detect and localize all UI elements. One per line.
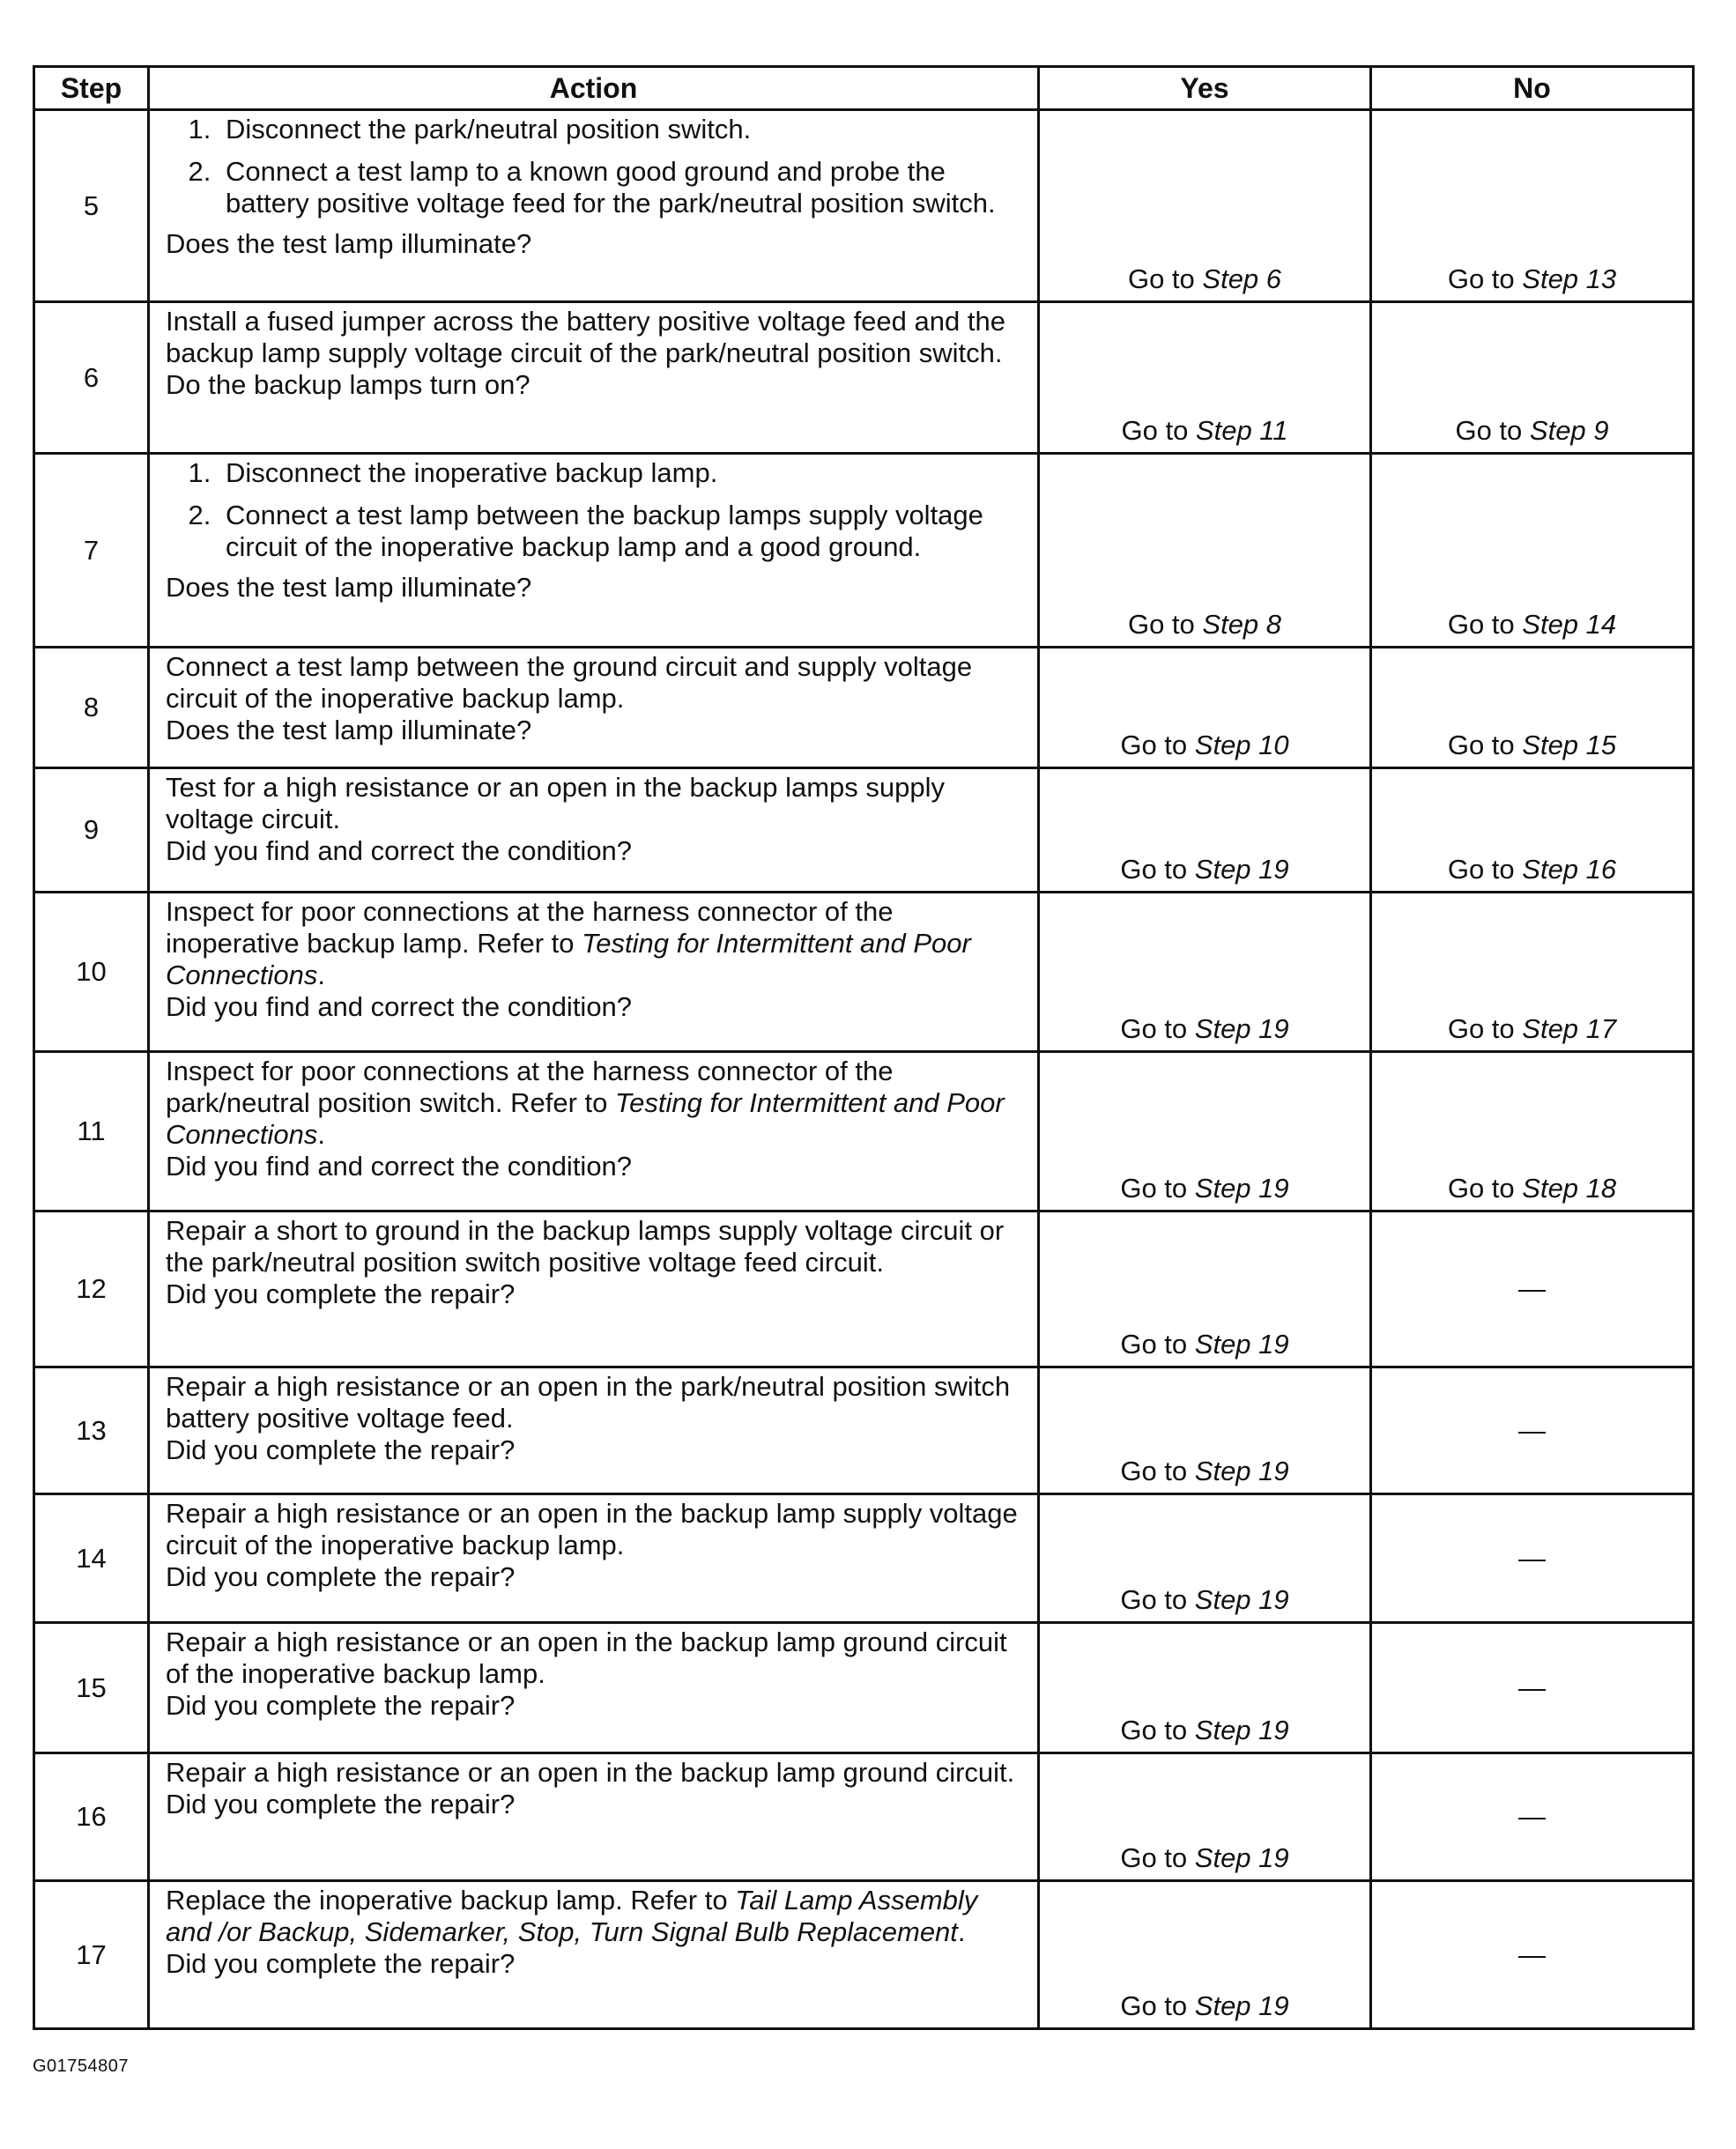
action-cell: [149, 454, 1039, 648]
yes-prefix: Go to: [1120, 1842, 1195, 1873]
diagnostic-table-container: [33, 65, 1692, 2030]
table-row: [34, 1881, 1694, 2029]
step-number: 15: [34, 1623, 149, 1753]
action-question: Did you complete the repair?: [166, 1434, 516, 1465]
no-prefix: Go to: [1447, 1013, 1523, 1044]
list-item: 2. Connect a test lamp to a known good ground and probe the battery positive voltage feed for the park/neutral position switch.: [219, 156, 1023, 219]
header-row: [34, 67, 1694, 110]
action-cell: [149, 1494, 1039, 1623]
action-text: [166, 1056, 1023, 1151]
table-row: [34, 1212, 1694, 1367]
step-number: 5: [34, 110, 149, 302]
action-list: [166, 114, 1023, 228]
no-prefix: Go to: [1447, 854, 1523, 885]
header-no: No: [1371, 67, 1694, 110]
yes-prefix: Go to: [1120, 1990, 1195, 2021]
yes-prefix: Go to: [1120, 1013, 1195, 1044]
yes-prefix: Go to: [1127, 609, 1203, 640]
action-cell: [149, 110, 1039, 302]
no-step-link[interactable]: Step 16: [1522, 854, 1617, 885]
action-cell: [149, 648, 1039, 768]
action-question: Does the test lamp illuminate?: [166, 715, 532, 745]
table-row: [34, 893, 1694, 1052]
action-cell: [149, 893, 1039, 1052]
action-question: Did you complete the repair?: [166, 1278, 516, 1309]
action-question: Did you find and correct the condition?: [166, 1151, 633, 1182]
no-step-link[interactable]: Step 18: [1522, 1173, 1617, 1204]
action-text-tail: .: [957, 1916, 966, 1947]
list-item: 1. Disconnect the park/neutral position switch.: [219, 114, 1023, 145]
yes-step-link[interactable]: Step 6: [1202, 263, 1282, 294]
step-number: 16: [34, 1753, 149, 1881]
no-cell-empty: —: [1371, 1753, 1694, 1881]
yes-step-link[interactable]: Step 19: [1194, 1173, 1289, 1204]
figure-code: G01754807: [33, 2056, 130, 2076]
step-number: 13: [34, 1367, 149, 1494]
diagnostic-table: [33, 65, 1695, 2030]
no-step-link[interactable]: Step 13: [1522, 263, 1617, 294]
yes-cell: [1039, 1881, 1371, 2029]
no-cell-empty: —: [1371, 1623, 1694, 1753]
action-text-tail: .: [317, 960, 325, 990]
no-cell: [1371, 1052, 1694, 1212]
table-row: [34, 1052, 1694, 1212]
yes-cell: [1039, 1052, 1371, 1212]
action-text: Connect a test lamp between the ground circuit and supply voltage circuit of the inoperative backup lamp.: [166, 651, 973, 714]
action-cell: [149, 1212, 1039, 1367]
no-cell: [1371, 893, 1694, 1052]
action-text: Repair a high resistance or an open in the backup lamp ground circuit of the inoperative backup lamp.: [166, 1627, 1007, 1689]
action-text: [166, 896, 1023, 991]
yes-prefix: Go to: [1120, 730, 1195, 760]
reference-link[interactable]: Testing for Intermittent and Poor Connections: [166, 1087, 1005, 1150]
table-row: [34, 1494, 1694, 1623]
action-text: Repair a short to ground in the backup lamps supply voltage circuit or the park/neutral position switch positive voltage feed circuit.: [166, 1215, 1005, 1278]
yes-prefix: Go to: [1120, 1173, 1195, 1204]
reference-link[interactable]: Testing for Intermittent and Poor Connections: [166, 928, 971, 990]
step-number: 14: [34, 1494, 149, 1623]
step-number: 9: [34, 768, 149, 893]
no-prefix: Go to: [1455, 415, 1530, 446]
step-number: 10: [34, 893, 149, 1052]
list-item: 2. Connect a test lamp between the backup lamps supply voltage circuit of the inoperative backup lamp and a good ground.: [219, 500, 1023, 563]
action-text: Test for a high resistance or an open in the backup lamps supply voltage circuit.: [166, 772, 946, 834]
yes-step-link[interactable]: Step 11: [1195, 415, 1288, 446]
action-question: Did you complete the repair?: [166, 1789, 516, 1819]
header-action: Action: [149, 67, 1039, 110]
yes-prefix: Go to: [1127, 263, 1203, 294]
table-row: [34, 110, 1694, 302]
action-text-main: Replace the inoperative backup lamp. Refer to: [166, 1885, 736, 1916]
reference-link[interactable]: Tail Lamp Assembly and /or Backup, Sidemarker, Stop, Turn Signal Bulb Replacement: [166, 1885, 978, 1947]
action-question: Does the test lamp illuminate?: [166, 228, 532, 259]
yes-cell: [1039, 110, 1371, 302]
table-row: [34, 1623, 1694, 1753]
yes-step-link[interactable]: Step 19: [1194, 1990, 1289, 2021]
table-row: [34, 454, 1694, 648]
action-cell: [149, 1881, 1039, 2029]
no-cell-empty: —: [1371, 1212, 1694, 1367]
header-yes: Yes: [1039, 67, 1371, 110]
yes-cell: [1039, 1623, 1371, 1753]
no-step-link[interactable]: Step 15: [1522, 730, 1617, 760]
no-prefix: Go to: [1447, 730, 1523, 760]
yes-step-link[interactable]: Step 19: [1194, 1715, 1289, 1745]
yes-cell: [1039, 302, 1371, 454]
action-question: Did you complete the repair?: [166, 1948, 516, 1979]
action-cell: [149, 1052, 1039, 1212]
yes-cell: [1039, 454, 1371, 648]
action-question: Did you complete the repair?: [166, 1561, 516, 1592]
action-text-main: Inspect for poor connections at the harness connector of the inoperative backup lamp. Refer to: [166, 896, 894, 959]
action-cell: [149, 1367, 1039, 1494]
no-cell-empty: —: [1371, 1367, 1694, 1494]
yes-prefix: Go to: [1120, 1584, 1195, 1615]
no-prefix: Go to: [1447, 609, 1523, 640]
action-question: Did you complete the repair?: [166, 1690, 516, 1721]
yes-cell: [1039, 1753, 1371, 1881]
action-question: Did you find and correct the condition?: [166, 835, 633, 866]
step-number: 8: [34, 648, 149, 768]
action-cell: [149, 302, 1039, 454]
no-step-link[interactable]: Step 17: [1522, 1013, 1617, 1044]
yes-step-link[interactable]: Step 19: [1194, 1842, 1289, 1873]
list-item: 1. Disconnect the inoperative backup lamp.: [219, 457, 1023, 489]
action-text: Repair a high resistance or an open in the backup lamp ground circuit.: [166, 1757, 1015, 1788]
yes-cell: [1039, 768, 1371, 893]
action-cell: [149, 1753, 1039, 1881]
action-question: Do the backup lamps turn on?: [166, 369, 530, 400]
action-text: Install a fused jumper across the battery positive voltage feed and the backup lamp supply voltage circuit of the park/neutral position switch.: [166, 306, 1005, 368]
table-row: [34, 768, 1694, 893]
no-cell: [1371, 648, 1694, 768]
yes-step-link[interactable]: Step 19: [1194, 1013, 1289, 1044]
yes-prefix: Go to: [1121, 415, 1196, 446]
action-text-tail: .: [317, 1119, 325, 1150]
yes-cell: [1039, 1494, 1371, 1623]
action-text-main: Inspect for poor connections at the harness connector of the park/neutral position switch. Refer to: [166, 1056, 894, 1118]
yes-cell: [1039, 1212, 1371, 1367]
yes-step-link[interactable]: Step 10: [1194, 730, 1289, 760]
yes-prefix: Go to: [1120, 1329, 1195, 1360]
yes-cell: [1039, 1367, 1371, 1494]
yes-prefix: Go to: [1120, 854, 1195, 885]
step-number: 17: [34, 1881, 149, 2029]
no-cell: [1371, 768, 1694, 893]
no-cell: [1371, 454, 1694, 648]
no-step-link[interactable]: Step 14: [1522, 609, 1617, 640]
yes-step-link[interactable]: Step 19: [1194, 854, 1289, 885]
table-row: [34, 1753, 1694, 1881]
header-step: Step: [34, 67, 149, 110]
action-text: Repair a high resistance or an open in the park/neutral position switch battery positive voltage feed.: [166, 1371, 1011, 1434]
action-text: Repair a high resistance or an open in the backup lamp supply voltage circuit of the inoperative backup lamp.: [166, 1498, 1018, 1560]
no-step-link[interactable]: Step 9: [1529, 415, 1609, 446]
yes-cell: [1039, 893, 1371, 1052]
no-cell-empty: —: [1371, 1494, 1694, 1623]
no-cell-empty: —: [1371, 1881, 1694, 2029]
yes-step-link[interactable]: Step 19: [1194, 1329, 1289, 1360]
action-text: [166, 1885, 1023, 1948]
yes-step-link[interactable]: Step 19: [1194, 1584, 1289, 1615]
action-cell: [149, 1623, 1039, 1753]
yes-step-link[interactable]: Step 8: [1202, 609, 1282, 640]
yes-prefix: Go to: [1120, 1715, 1195, 1745]
table-row: [34, 302, 1694, 454]
no-cell: [1371, 302, 1694, 454]
step-number: 12: [34, 1212, 149, 1367]
no-prefix: Go to: [1447, 1173, 1523, 1204]
step-number: 11: [34, 1052, 149, 1212]
yes-prefix: Go to: [1120, 1456, 1195, 1486]
action-list: [166, 457, 1023, 572]
action-cell: [149, 768, 1039, 893]
table-row: [34, 648, 1694, 768]
action-question: Does the test lamp illuminate?: [166, 572, 532, 603]
step-number: 6: [34, 302, 149, 454]
yes-step-link[interactable]: Step 19: [1194, 1456, 1289, 1486]
step-number: 7: [34, 454, 149, 648]
no-cell: [1371, 110, 1694, 302]
action-question: Did you find and correct the condition?: [166, 991, 633, 1022]
table-row: [34, 1367, 1694, 1494]
yes-cell: [1039, 648, 1371, 768]
no-prefix: Go to: [1447, 263, 1523, 294]
